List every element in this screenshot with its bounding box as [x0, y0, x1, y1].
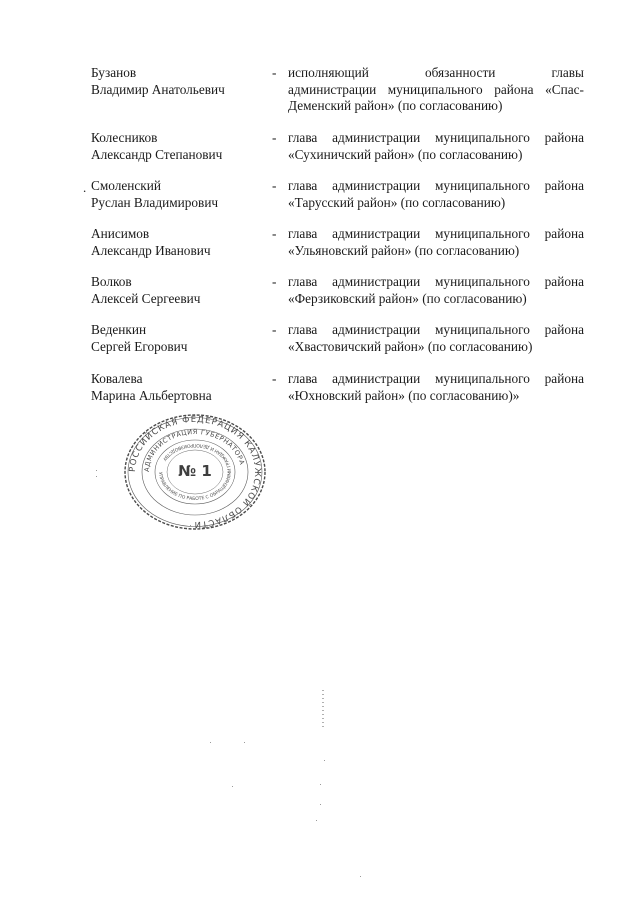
scan-noise [210, 742, 211, 743]
scan-noise [324, 760, 325, 761]
role-line: «Сухиничский район» (по согласованию) [288, 146, 523, 162]
member-surname: Веденкин [91, 322, 147, 337]
member-given-name: Руслан Владимирович [91, 194, 219, 210]
member-given-name: Алексей Сергеевич [91, 290, 201, 306]
role-line: исполняющий обязанности главы [288, 65, 584, 80]
scan-noise [322, 690, 324, 730]
dash-separator: - [272, 65, 277, 80]
scan-noise [232, 786, 233, 787]
dash-separator: - [272, 130, 277, 145]
member-name [91, 178, 266, 211]
scan-noise [96, 470, 97, 471]
member-role [288, 371, 584, 404]
seal-number: № 1 [178, 462, 212, 480]
dash-separator: - [272, 226, 277, 241]
member-entry [0, 178, 640, 226]
member-given-name: Александр Степанович [91, 146, 223, 162]
member-surname: Бузанов [91, 65, 137, 80]
member-name [91, 371, 266, 404]
role-line: «Хвастовичский район» (по согласованию) [288, 338, 533, 354]
member-role [288, 65, 584, 115]
member-given-name: Марина Альбертовна [91, 387, 212, 403]
official-seal [120, 412, 270, 532]
stray-mark: . [83, 180, 87, 195]
role-line: «Юхновский район» (по согласованию)» [288, 387, 520, 403]
member-role [288, 130, 584, 163]
member-entry [0, 130, 640, 178]
member-name [91, 322, 266, 355]
member-surname: Колесников [91, 130, 158, 145]
member-entry [0, 371, 640, 419]
member-given-name: Александр Иванович [91, 242, 211, 258]
scan-noise [190, 525, 191, 526]
role-line: «Ферзиковский район» (по согласованию) [288, 290, 527, 306]
role-line: Деменский район» (по согласованию) [288, 98, 503, 113]
scan-noise [244, 742, 245, 743]
member-entry [0, 274, 640, 322]
member-entry [0, 322, 640, 370]
member-role [288, 322, 584, 355]
role-line: «Тарусский район» (по согласованию) [288, 194, 506, 210]
role-line: глава администрации муниципального района [288, 371, 584, 386]
member-given-name: Сергей Егорович [91, 338, 188, 354]
dash-separator: - [272, 371, 277, 386]
member-name [91, 65, 266, 98]
role-line: глава администрации муниципального района [288, 178, 584, 193]
member-surname: Ковалева [91, 371, 143, 386]
member-role [288, 274, 584, 307]
member-name [91, 226, 266, 259]
role-line: глава администрации муниципального района [288, 274, 584, 289]
role-line: глава администрации муниципального района [288, 226, 584, 241]
scan-noise [320, 804, 321, 805]
member-entry [0, 65, 640, 113]
member-name [91, 274, 266, 307]
dash-separator: - [272, 178, 277, 193]
member-role [288, 178, 584, 211]
dash-separator: - [272, 322, 277, 337]
role-line: администрации муниципального района «Спас- [288, 81, 584, 97]
member-given-name: Владимир Анатольевич [91, 81, 225, 97]
role-line: глава администрации муниципального района [288, 130, 584, 145]
member-surname: Анисимов [91, 226, 150, 241]
scan-noise [96, 476, 97, 477]
seal-ring-text: АДМИНИСТРАЦИЯ ГУБЕРНАТОРА [142, 427, 247, 473]
role-line: глава администрации муниципального района [288, 322, 584, 337]
seal-inner-text: УПРАВЛЕНИЕ ПО РАБОТЕ С ОБРАЩЕНИЯМИ ГРАЖДАН И ДЕЛОПРОИЗВОДСТВУ [156, 441, 234, 503]
seal-outer-text: РОССИЙСКАЯ ФЕДЕРАЦИЯ КАЛУЖСКОЙ ОБЛАСТИ [127, 414, 263, 530]
scan-noise [360, 876, 361, 877]
member-role [288, 226, 584, 259]
member-entry [0, 226, 640, 274]
role-line: «Ульяновский район» (по согласованию) [288, 242, 520, 258]
member-surname: Смоленский [91, 178, 162, 193]
dash-separator: - [272, 274, 277, 289]
member-surname: Волков [91, 274, 132, 289]
scan-noise [316, 820, 317, 821]
scan-noise [320, 784, 321, 785]
member-name [91, 130, 266, 163]
